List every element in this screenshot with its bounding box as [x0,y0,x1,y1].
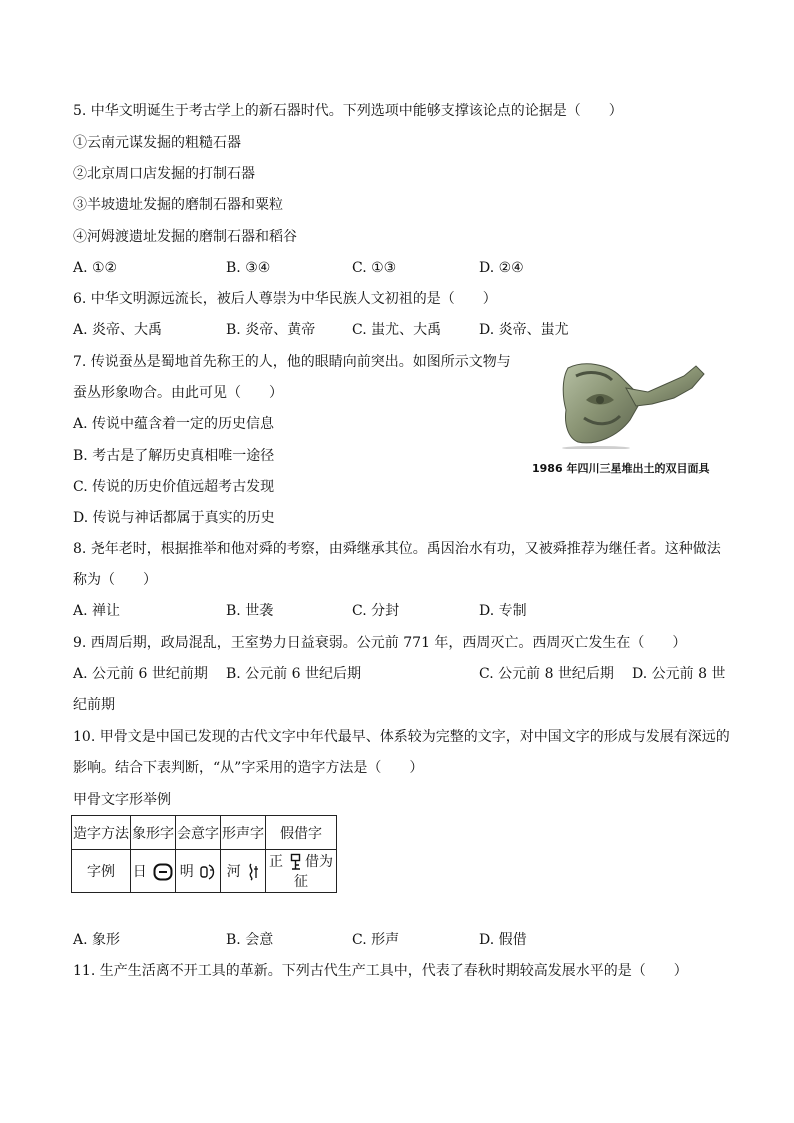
q5-option-d: D. ②④ [479,260,524,276]
q10-table-title: 甲骨文字形举例 [73,792,171,808]
q9-option-c: C. 公元前 8 世纪后期 [479,666,614,682]
oracle-he-glyph-icon [247,863,259,881]
table-header-cell: 造字方法 [72,816,131,850]
table-cell-phonogram [221,850,266,893]
table-cell-text: 明 [179,864,194,880]
table-header-cell: 象形字 [131,816,176,850]
q9-option-d-wrap: 纪前期 [73,697,115,713]
q9-option-b: B. 公元前 6 世纪后期 [226,666,361,682]
q6-option-c: C. 蚩尤、大禹 [352,322,442,338]
q9-stem: 9. 西周后期，政局混乱，王室势力日益衰弱。公元前 771 年，西周灭亡。西周灭亡发生在（ ） [73,635,687,651]
table-cell-ideograph [176,850,221,893]
q8-stem-line1: 8. 尧年老时，根据推举和他对舜的考察，由舜继承其位。禹因治水有功，又被舜推荐为继任者。这种做法 [73,541,721,557]
q7-stem-line1: 7. 传说蚕丛是蜀地首先称王的人，他的眼睛向前突出。如图所示文物与 [73,354,511,370]
table-header-cell: 假借字 [266,816,337,850]
table-cell-text: 日 [132,864,147,880]
q6-option-a: A. 炎帝、大禹 [73,322,163,338]
q7-option-a: A. 传说中蕴含着一定的历史信息 [73,416,275,432]
q6-option-d: D. 炎帝、蚩尤 [479,322,569,338]
oracle-sun-glyph-icon [153,863,173,881]
q10-option-d: D. 假借 [479,932,527,948]
table-header-cell: 形声字 [221,816,266,850]
table-cell-pictograph [131,850,176,893]
q10-option-b: B. 会意 [226,932,274,948]
q7-stem-line2: 蚕丛形象吻合。由此可见（ ） [73,385,283,401]
q5-option-b: B. ③④ [226,260,271,276]
q7-option-d: D. 传说与神话都属于真实的历史 [73,510,275,526]
oracle-bone-script-table [71,815,337,893]
oracle-zheng-glyph-icon [290,853,301,871]
table-cell-text: 正 [269,854,284,870]
q5-item-3: ③半坡遗址发掘的磨制石器和粟粒 [73,197,283,213]
oracle-ming-glyph-icon [200,863,216,881]
q5-item-4: ④河姆渡遗址发掘的磨制石器和稻谷 [73,229,297,245]
table-cell-loan [266,850,337,893]
q6-stem: 6. 中华文明源远流长，被后人尊崇为中华民族人文初祖的是（ ） [73,291,497,307]
q8-stem-line2: 称为（ ） [73,572,157,588]
q8-option-c: C. 分封 [352,603,400,619]
table-header-row [72,816,337,850]
q7-option-c: C. 传说的历史价值远超考古发现 [73,479,275,495]
q8-option-a: A. 禅让 [73,603,121,619]
table-cell-text: 河 [226,864,241,880]
table-header-cell: 会意字 [176,816,221,850]
q8-option-b: B. 世袭 [226,603,274,619]
q10-stem-line1: 10. 甲骨文是中国已发现的古代文字中年代最早、体系较为完整的文字，对中国文字的形成与发展有深远的 [73,729,730,745]
table-row-label: 字例 [72,850,131,893]
bronze-mask-figure [556,354,716,449]
q5-item-2: ②北京周口店发掘的打制石器 [73,166,255,182]
table-cell-text: 借为征 [294,854,333,890]
q10-option-a: A. 象形 [73,932,121,948]
q5-item-1: ①云南元谋发掘的粗糙石器 [73,135,241,151]
q10-stem-line2: 影响。结合下表判断，“从”字采用的造字方法是（ ） [73,760,424,776]
q5-stem: 5. 中华文明诞生于考古学上的新石器时代。下列选项中能够支撑该论点的论据是（ ） [73,103,623,119]
q8-option-d: D. 专制 [479,603,527,619]
q5-option-c: C. ①③ [352,260,397,276]
q11-stem: 11. 生产生活离不开工具的革新。下列古代生产工具中，代表了春秋时期较高发展水平的是（ ） [73,963,688,979]
q9-option-d: D. 公元前 8 世 [632,666,726,682]
q9-option-a: A. 公元前 6 世纪前期 [73,666,208,682]
table-row [72,850,337,893]
q6-option-b: B. 炎帝、黄帝 [226,322,316,338]
q10-option-c: C. 形声 [352,932,400,948]
figure-caption: 1986 年四川三星堆出土的双目面具 [532,462,710,475]
q5-option-a: A. ①② [73,260,118,276]
q7-option-b: B. 考古是了解历史真相唯一途径 [73,448,275,464]
